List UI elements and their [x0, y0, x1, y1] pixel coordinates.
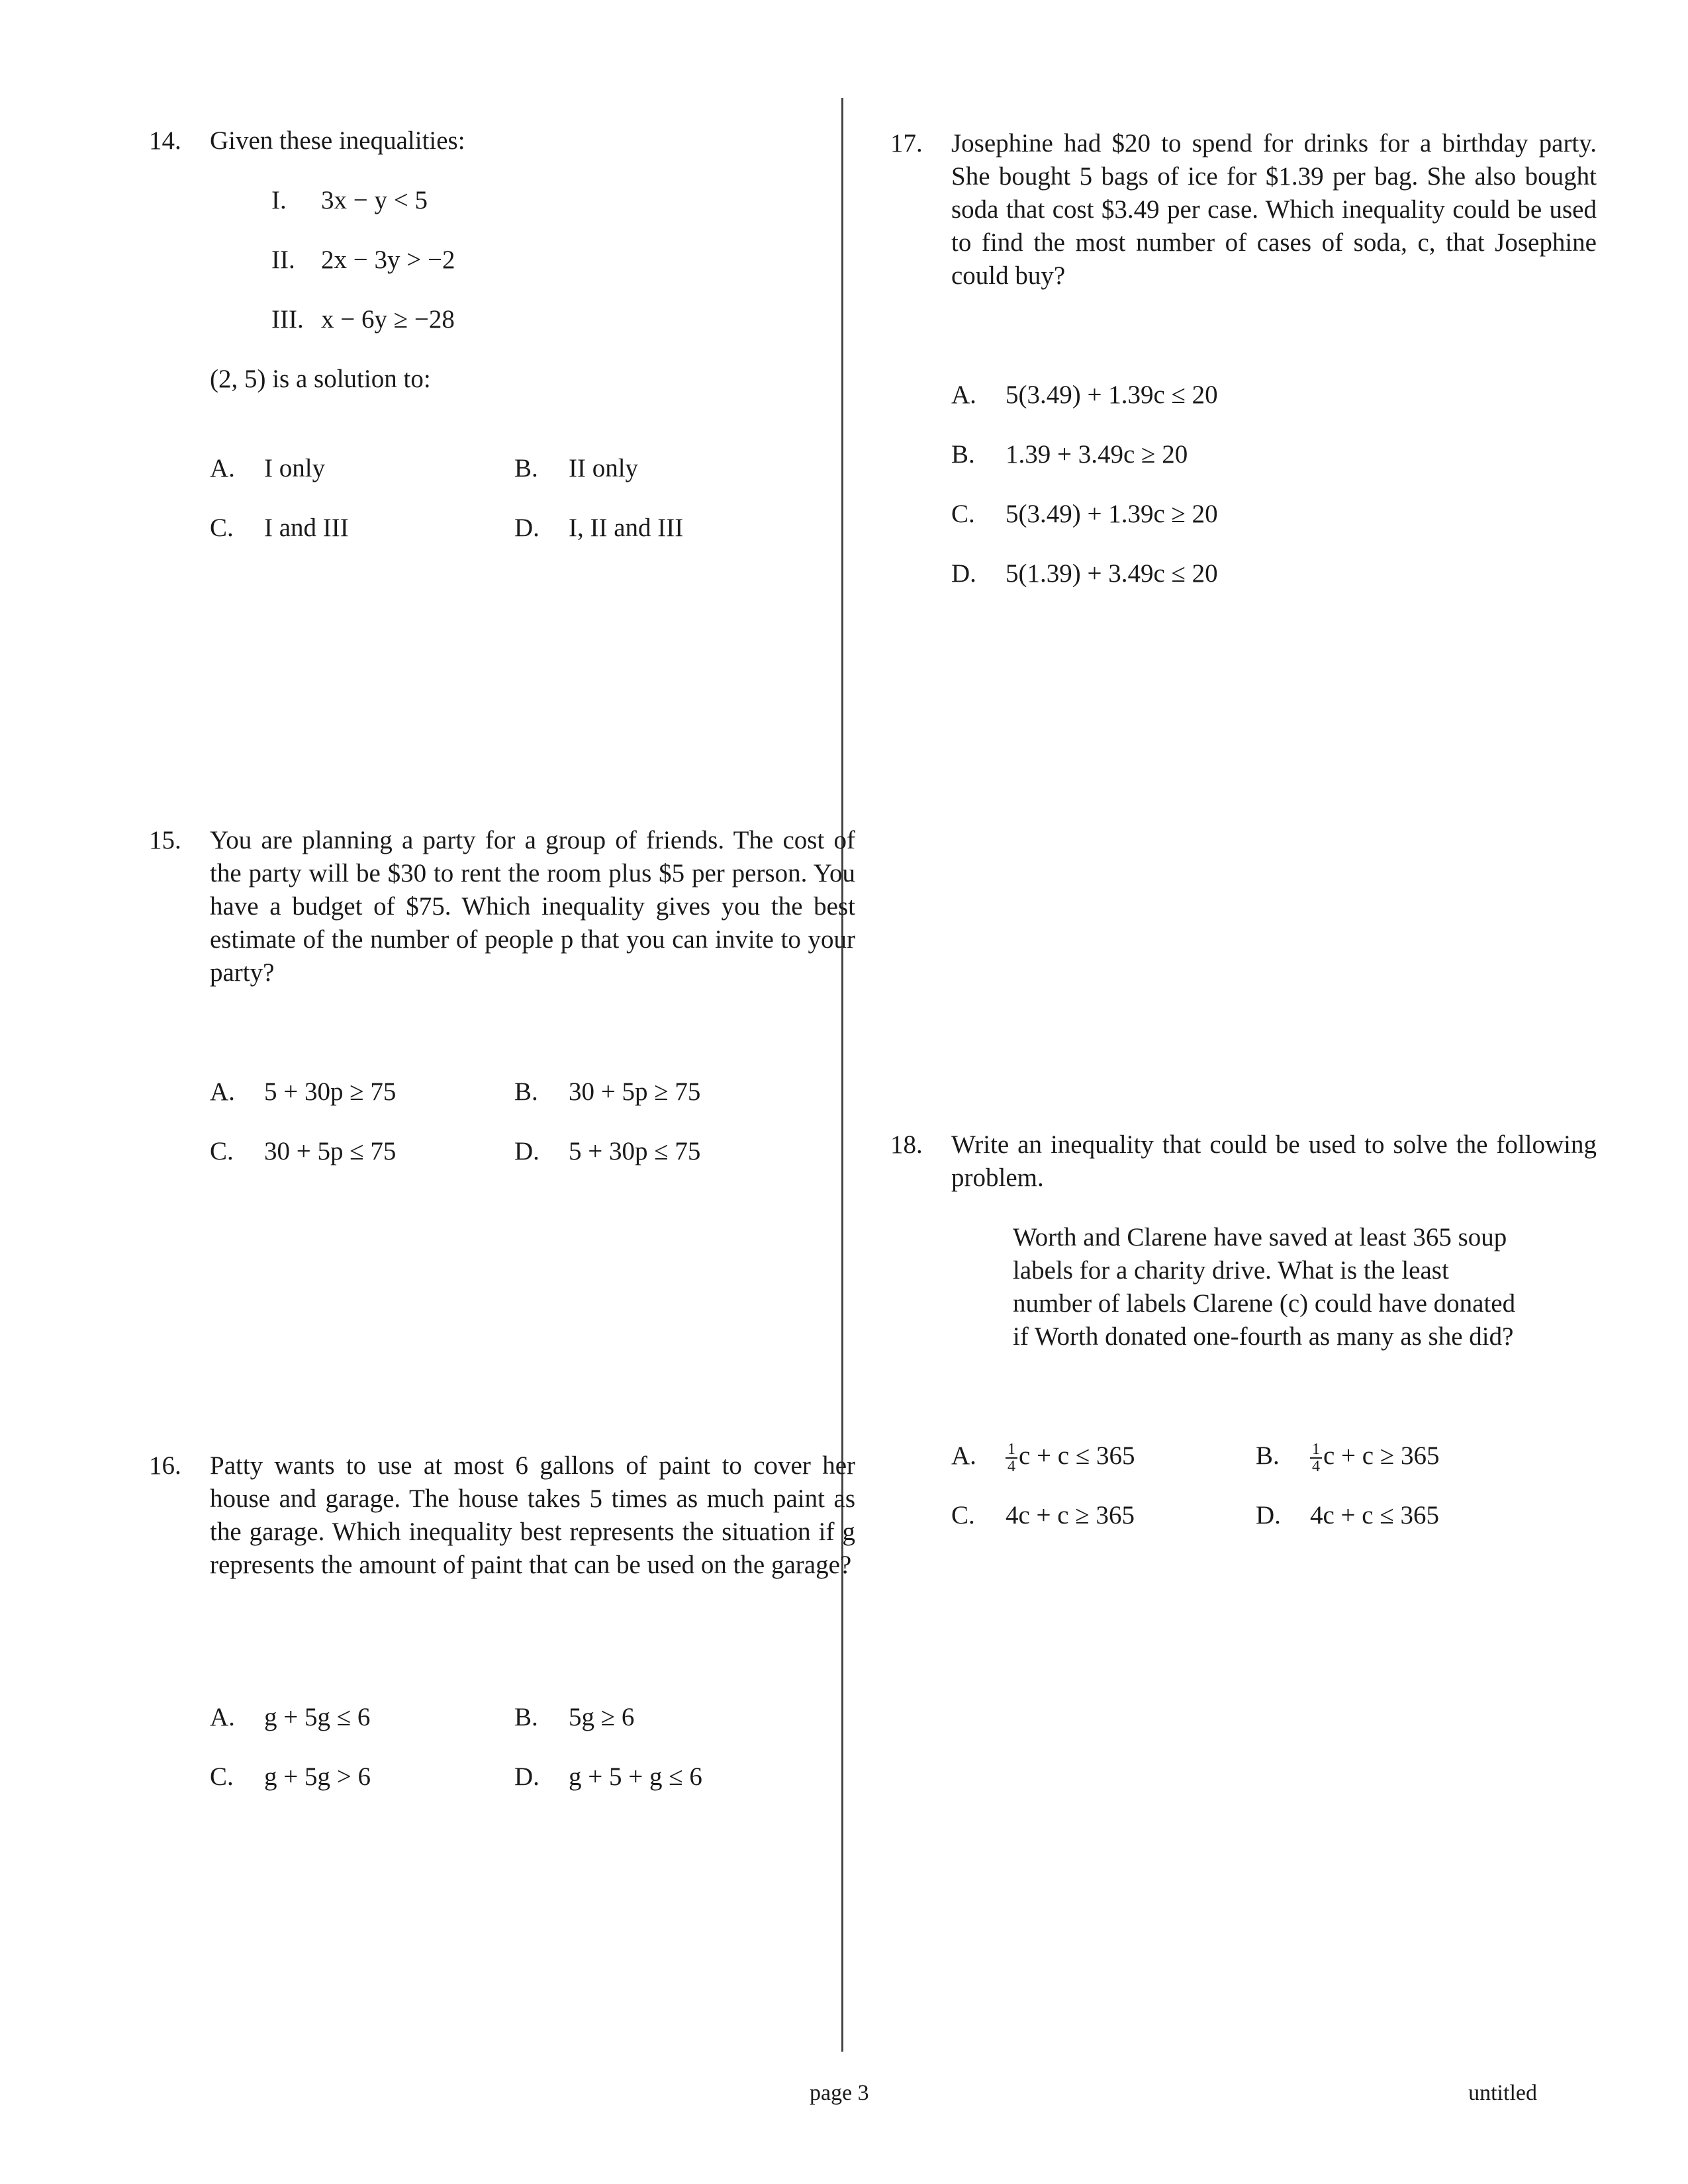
question-stem: Josephine had $20 to spend for drinks for a birthday party. She bought 5 bags of ice for $1.39 per bag. She also bought soda that cost $3.49 per case. Which inequality could be used to find the most number of cases of soda, c, that Josephine could buy?	[951, 129, 1597, 290]
inequality-item: I. 3x − y < 5	[271, 186, 428, 214]
document-title: untitled	[1468, 2081, 1537, 2105]
answer-option-d[interactable]: D. I, II and III	[514, 514, 684, 542]
inequality-item: II. 2x − 3y > −2	[271, 246, 455, 274]
question-number: 14.	[149, 126, 181, 155]
answer-option-b[interactable]: B. 30 + 5p ≥ 75	[514, 1077, 701, 1106]
answer-option-b[interactable]: B. 5g ≥ 6	[514, 1703, 635, 1731]
question-number: 16.	[149, 1451, 181, 1480]
solution-prompt: (2, 5) is a solution to:	[210, 365, 431, 393]
question-number: 18.	[890, 1130, 923, 1159]
fraction-one-fourth: $\frac{1}{4}$	[1006, 1441, 1017, 1475]
answer-option-c[interactable]: C. I and III	[210, 514, 349, 542]
answer-option-d[interactable]: D. 4c + c ≤ 365	[1256, 1501, 1440, 1529]
question-stem: Write an inequality that could be used to solve the following problem.	[951, 1130, 1597, 1192]
answer-option-b[interactable]: B. II only	[514, 454, 639, 482]
problem-text: Worth and Clarene have saved at least 365 soup labels for a charity drive. What is the least number of labels Clarene (c) could have donated if Worth donated one-fourth as many as she did?	[1013, 1223, 1516, 1351]
fraction-one-fourth: $\frac{1}{4}$	[1310, 1441, 1322, 1475]
answer-option-d[interactable]: D. 5(1.39) + 3.49c ≤ 20	[951, 559, 1218, 588]
inequality-item: III. x − 6y ≥ −28	[271, 305, 455, 334]
answer-option-a[interactable]: A. g + 5g ≤ 6	[210, 1703, 371, 1731]
question-stem: Patty wants to use at most 6 gallons of paint to cover her house and garage. The house takes 5 times as much paint as the garage. Which inequality best represents the situation if g represents the amount of paint that can be used on the garage?	[210, 1451, 855, 1579]
answer-option-b[interactable]: B. $\frac{1}{4}$ c + c ≥ 365	[1256, 1441, 1440, 1476]
question-number: 15.	[149, 826, 181, 854]
question-stem: You are planning a party for a group of friends. The cost of the party will be $30 to rent the room plus $5 per person. You have a budget of $75. Which inequality gives you the best estimate of the number of people p that you can invite to your party?	[210, 826, 855, 987]
question-number: 17.	[890, 129, 923, 158]
question-stem: Given these inequalities:	[210, 126, 465, 155]
answer-option-a[interactable]: A. 5(3.49) + 1.39c ≤ 20	[951, 381, 1218, 409]
answer-option-c[interactable]: C. 4c + c ≥ 365	[951, 1501, 1135, 1529]
answer-option-a[interactable]: A. $\frac{1}{4}$ c + c ≤ 365	[951, 1441, 1135, 1476]
answer-option-d[interactable]: D. 5 + 30p ≤ 75	[514, 1137, 701, 1165]
answer-option-a[interactable]: A. 5 + 30p ≥ 75	[210, 1077, 397, 1106]
page-number: page 3	[810, 2081, 869, 2105]
answer-option-c[interactable]: C. 30 + 5p ≤ 75	[210, 1137, 397, 1165]
column-divider	[841, 98, 843, 2052]
answer-option-d[interactable]: D. g + 5 + g ≤ 6	[514, 1762, 702, 1791]
answer-option-b[interactable]: B. 1.39 + 3.49c ≥ 20	[951, 440, 1188, 469]
answer-option-a[interactable]: A. I only	[210, 454, 326, 482]
answer-option-c[interactable]: C. g + 5g > 6	[210, 1762, 371, 1791]
answer-option-c[interactable]: C. 5(3.49) + 1.39c ≥ 20	[951, 500, 1218, 528]
